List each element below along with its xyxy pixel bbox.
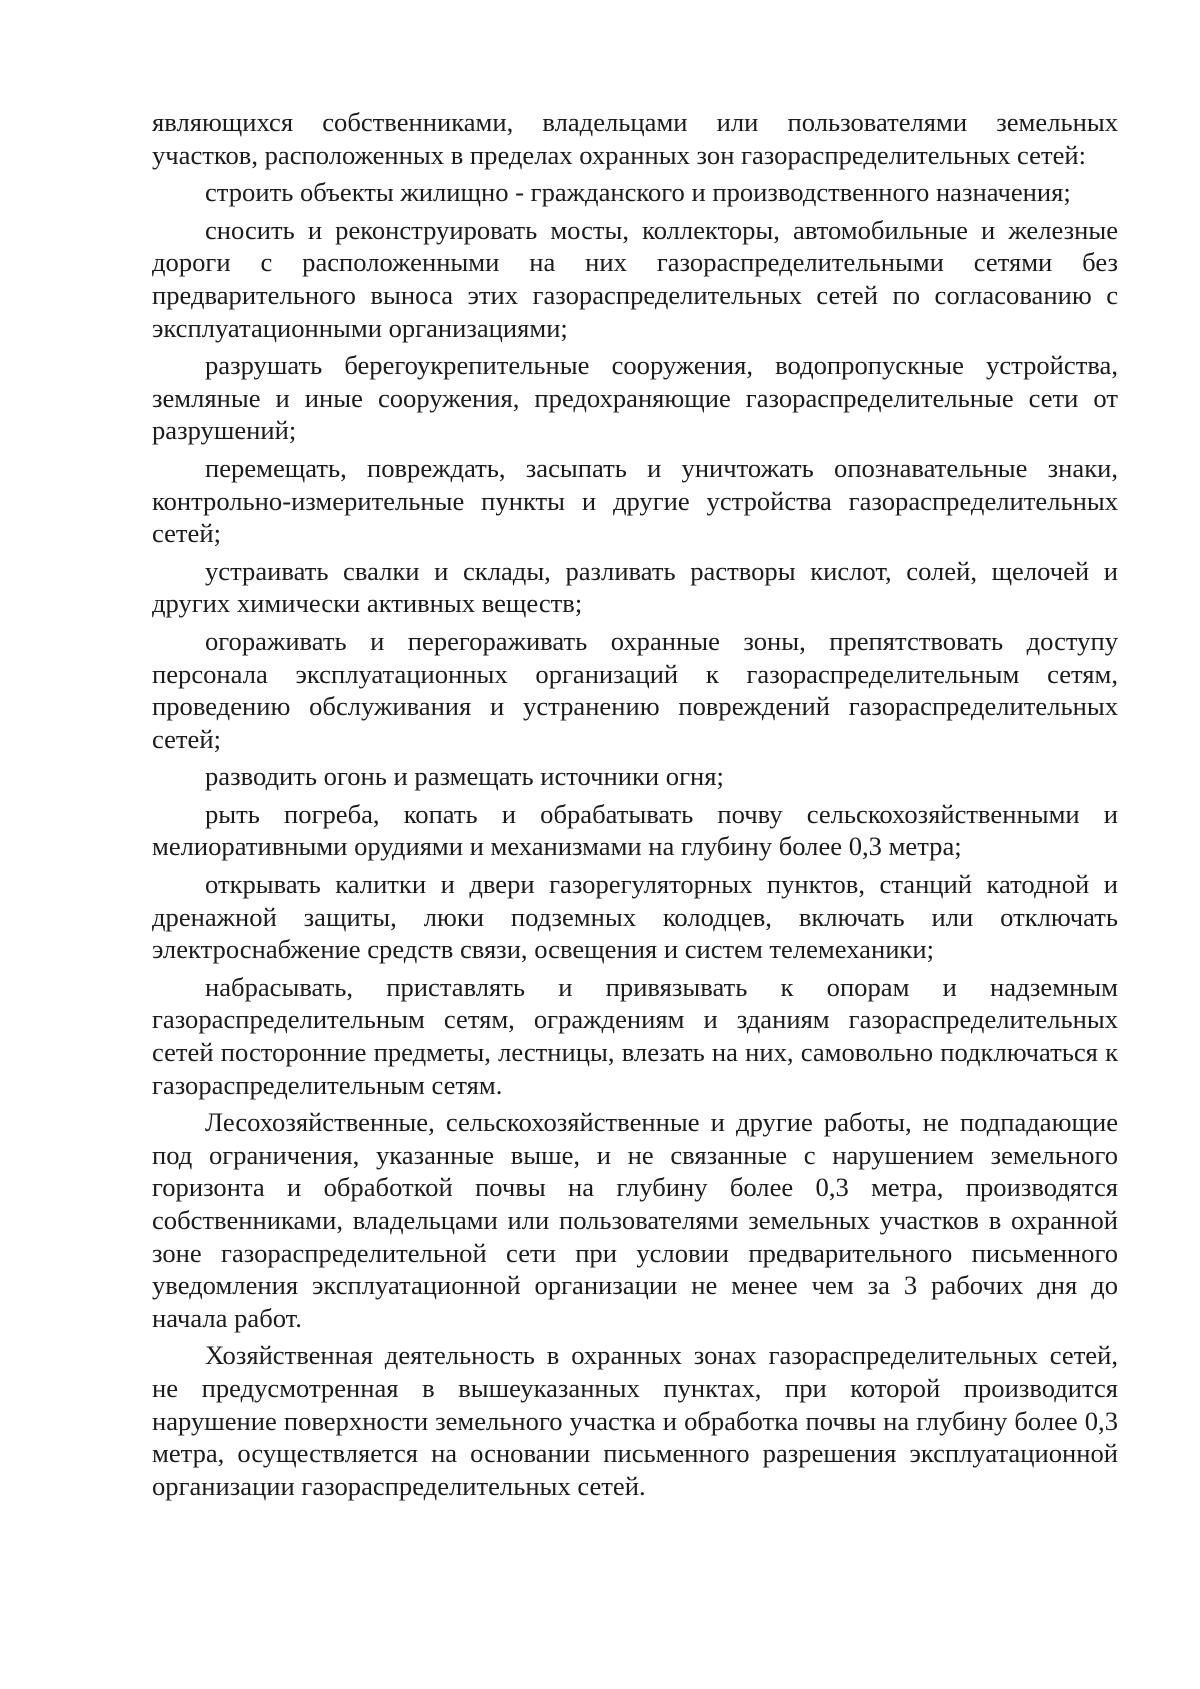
paragraph-fencing: огораживать и перегораживать охранные зоны, препятствовать доступу персонала эксплуатационных организаций к газораспределительным сетям, проведению обслуживания и устранению повреждений газораспределительных сетей; [152,625,1118,754]
paragraph-forestry: Лесохозяйственные, сельскохозяйственные и другие работы, не подпадающие под ограничения, указанные выше, и не связанные с нарушением земельного горизонта и обработкой почвы на глубину более 0,3 метра, производятся собственниками, владельцами или пользователями земельных участков в охранной зоне газораспределительной сети при условии предварительного письменного уведомления эксплуатационной организации не менее чем за 3 рабочих дня до начала работ. [152,1107,1118,1333]
paragraph-digging: рыть погреба, копать и обрабатывать почву сельскохозяйственными и мелиоративными орудиями и механизмами на глубину более 0,3 метра; [152,798,1118,862]
paragraph-construction: строить объекты жилищно - гражданского и производственного назначения; [205,177,1071,208]
paragraph-structures: разрушать берегоукрепительные сооружения, водопропускные устройства, земляные и иные сооружения, предохраняющие газораспределительные сети от разрушений; [152,350,1118,446]
document-body [152,106,1118,1502]
paragraph-signs: перемещать, повреждать, засыпать и уничтожать опознавательные знаки, контрольно-измерительные пункты и другие устройства газораспределительных сетей; [152,452,1118,549]
paragraph-intro: являющихся собственниками, владельцами или пользователями земельных участков, расположенных в пределах охранных зон газораспределительных сетей: [152,107,1118,170]
paragraph-fire: разводить огонь и размещать источники огня; [205,761,724,792]
paragraph-objects: набрасывать, приставлять и привязывать к опорам и надземным газораспределительным сетям, ограждениям и зданиям газораспределительных сетей посторонние предметы, лестницы, влезать на них, самовольно подключаться к газораспределительным сетям. [152,971,1118,1100]
paragraph-doors: открывать калитки и двери газорегуляторных пунктов, станций катодной и дренажной защиты, люки подземных колодцев, включать или отключать электроснабжение средств связи, освещения и систем телемеханики; [152,869,1118,965]
paragraph-economic-activity: Хозяйственная деятельность в охранных зонах газораспределительных сетей, не предусмотренная в вышеуказанных пунктах, при которой производится нарушение поверхности земельного участка и обработка почвы на глубину более 0,3 метра, осуществляется на основании письменного разрешения эксплуатационной организации газораспределительных сетей. [152,1340,1118,1501]
paragraph-bridges: сносить и реконструировать мосты, коллекторы, автомобильные и железные дороги с расположенными на них газораспределительными сетями без предварительного выноса этих газораспределительных сетей по согласованию с эксплуатационными организациями; [152,214,1118,343]
paragraph-dumps: устраивать свалки и склады, разливать растворы кислот, солей, щелочей и других химически активных веществ; [152,555,1118,619]
